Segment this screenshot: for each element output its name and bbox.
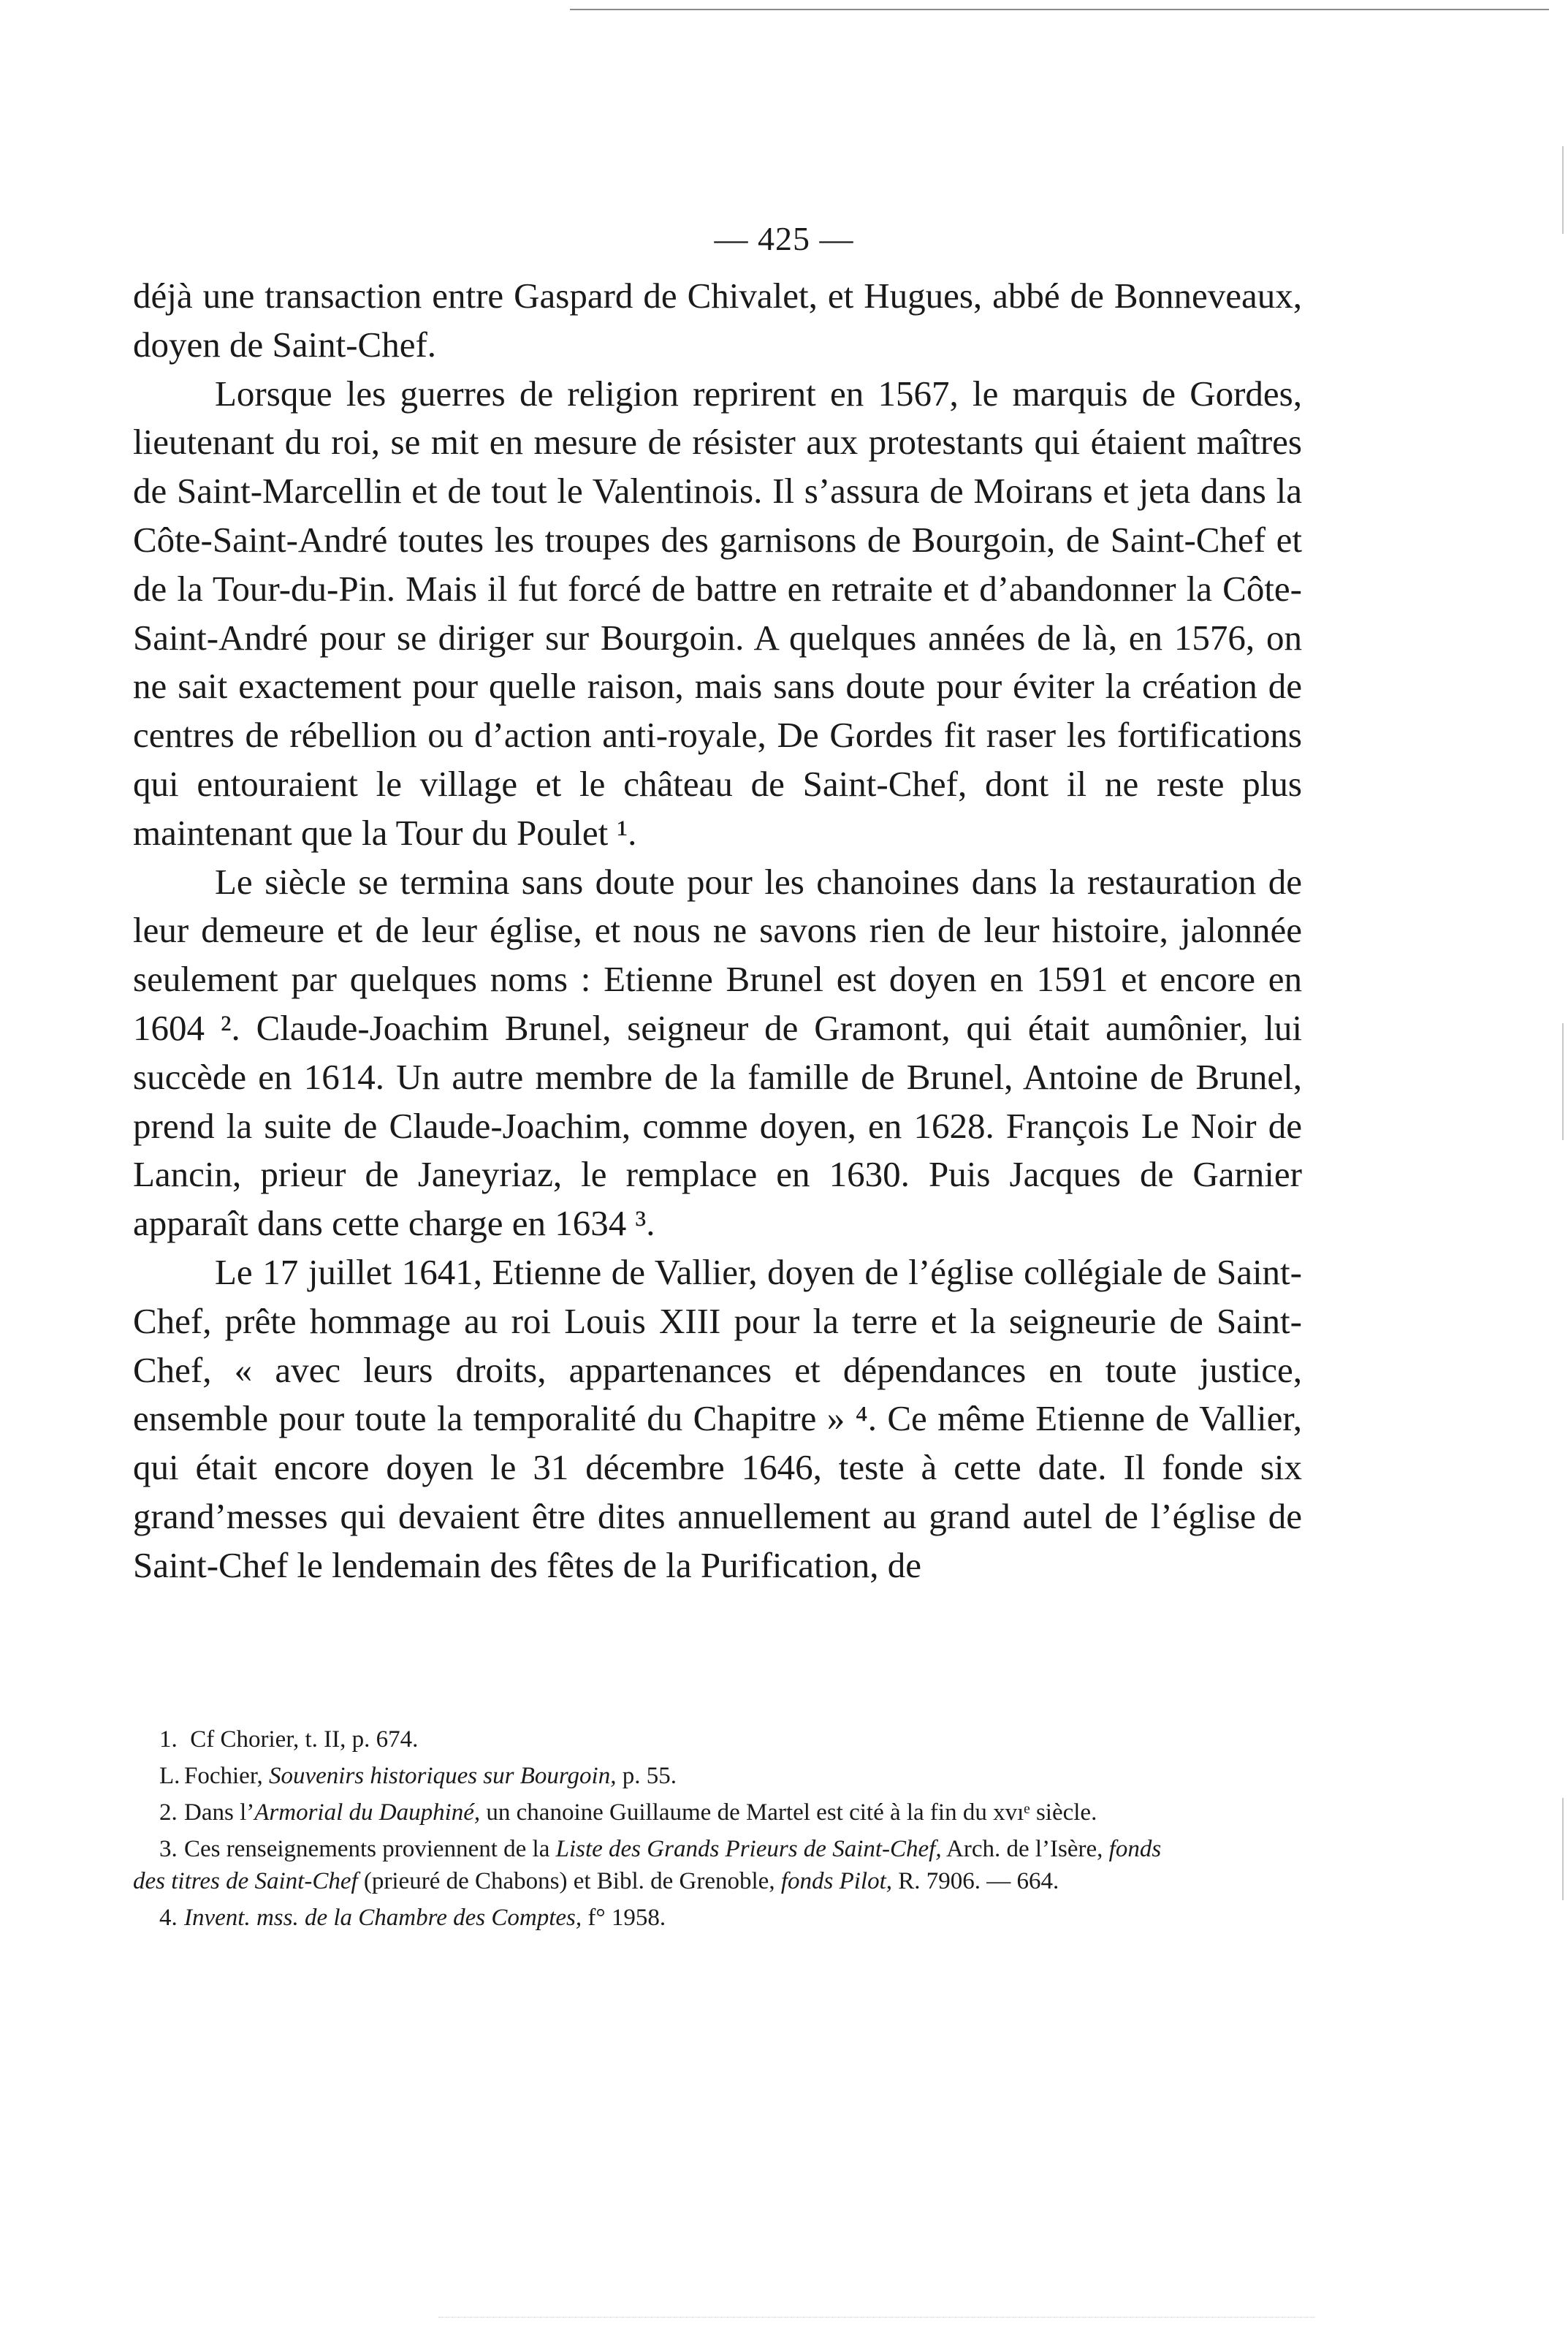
footnote-text: Arch. de l’Isère, xyxy=(941,1836,1109,1862)
scan-edge-mark xyxy=(1562,1023,1564,1140)
footnote-number: 2. xyxy=(159,1799,178,1826)
footnote-title: fonds Pilot, xyxy=(780,1868,893,1894)
footnotes xyxy=(133,1723,1302,1938)
footnote-number: 1. xyxy=(159,1726,178,1753)
paragraph: déjà une transaction entre Gaspard de Chivalet, et Hugues, abbé de Bonneveaux, doyen de Saint-Chef. xyxy=(133,276,1302,365)
footnote xyxy=(133,1760,1302,1792)
footnote xyxy=(133,1833,1302,1865)
body-text xyxy=(133,272,1302,1590)
footnote-text: Cf Chorier, t. II, p. 674. xyxy=(190,1726,419,1753)
footnote-text: Ces renseignements proviennent de la xyxy=(184,1836,556,1862)
footnote-title: fonds xyxy=(1108,1836,1162,1862)
scan-noise-line xyxy=(438,2317,1315,2318)
footnote-title: Liste des Grands Prieurs de Saint-Chef, xyxy=(555,1836,942,1862)
footnote-text: f° 1958. xyxy=(582,1905,666,1931)
footnote-text: Dans l’ xyxy=(184,1799,255,1826)
page-number: — 425 — xyxy=(714,220,854,257)
scan-edge-mark xyxy=(1562,1798,1564,1900)
footnote-text: R. 7906. — 664. xyxy=(892,1868,1059,1894)
footnote-text: (prieuré de Chabons) et Bibl. de Grenoble, xyxy=(357,1868,781,1894)
footnote-title: Invent. mss. de la Chambre des Comptes, xyxy=(184,1905,582,1931)
top-scan-rule xyxy=(570,9,1549,10)
footnote-title: des titres de Saint-Chef xyxy=(133,1868,358,1894)
paragraph: Lorsque les guerres de religion reprirent en 1567, le marquis de Gordes, lieutenant du roi, se mit en mesure de résister aux protestants qui étaient maîtres de Saint-Marcellin et de tout le Valentinois. Il s’assura de Moirans et jeta dans la Côte-Saint-André toutes les troupes des garnisons de Bourgoin, de Saint-Chef et de la Tour-du-Pin. Mais il fut forcé de battre en retraite et d’abandonner la Côte-Saint-André pour se diriger sur Bourgoin. A quelques années de là, en 1576, on ne sait exactement pour quelle raison, mais sans doute pour éviter la création de centres de rébellion ou d’action anti-royale, De Gordes fit raser les fortifications qui entouraient le village et le château de Saint-Chef, dont il ne reste plus maintenant que la Tour du Poulet ¹. xyxy=(133,373,1302,853)
footnote-title: Armorial du Dauphiné, xyxy=(254,1799,481,1826)
footnote-number: 3. xyxy=(159,1836,178,1862)
footnote xyxy=(133,1902,1302,1934)
footnote xyxy=(133,1723,1302,1756)
footnote-number: L. xyxy=(159,1763,180,1789)
footnote-continuation xyxy=(133,1865,1302,1897)
footnote-text: Fochier, xyxy=(184,1763,269,1789)
footnote xyxy=(133,1796,1302,1829)
paragraph: Le siècle se termina sans doute pour les chanoines dans la restauration de leur demeure et de leur église, et nous ne savons rien de leur histoire, jalonnée seulement par quelques noms : Etienne Brunel est doyen en 1591 et encore en 1604 ². Claude-Joachim Brunel, seigneur de Gramont, qui était aumônier, lui succède en 1614. Un autre membre de la famille de Brunel, Antoine de Brunel, prend la suite de Claude-Joachim, comme doyen, en 1628. François Le Noir de Lancin, prieur de Janeyriaz, le remplace en 1630. Puis Jacques de Garnier apparaît dans cette charge en 1634 ³. xyxy=(133,861,1302,1244)
footnote-text: un chanoine Guillaume de Martel est cité à la fin du xvıᵉ siècle. xyxy=(480,1799,1097,1826)
paragraph: Le 17 juillet 1641, Etienne de Vallier, doyen de l’église collégiale de Saint-Chef, prête hommage au roi Louis XIII pour la terre et la seigneurie de Saint-Chef, « avec leurs droits, appartenances et dépendances en toute justice, ensemble pour toute la temporalité du Chapitre » ⁴. Ce même Etienne de Vallier, qui était encore doyen le 31 décembre 1646, teste à cette date. Il fonde six grand’messes qui devaient être dites annuellement au grand autel de l’église de Saint-Chef le lendemain des fêtes de la Purification, de xyxy=(133,1251,1302,1585)
footnote-text: p. 55. xyxy=(616,1763,677,1789)
footnote-number: 4. xyxy=(159,1905,178,1931)
footnote-title: Souvenirs historiques sur Bourgoin, xyxy=(268,1763,617,1789)
